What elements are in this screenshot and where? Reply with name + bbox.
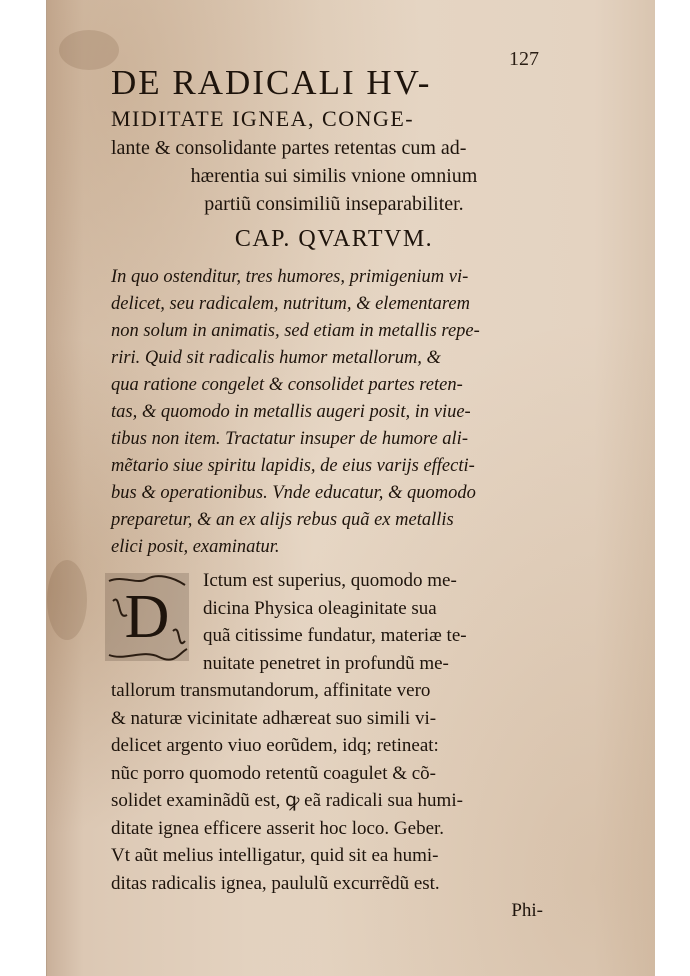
decorated-initial	[103, 571, 191, 663]
body-line: tallorum transmutandorum, affinitate vero	[111, 680, 431, 701]
stain	[47, 560, 87, 640]
title-line-3: lante & consolidante partes retentas cum ad-	[111, 137, 467, 159]
summary-line: mẽtario siue spiritu lapidis, de eius varijs effecti-	[111, 456, 475, 476]
body-line: Ictum est superius, quomodo me-	[203, 570, 457, 591]
body-line: solidet examinãdũ est, ꝙ eã radicali sua humi-	[111, 790, 463, 811]
title-line-2: MIDITATE IGNEA, CONGE-	[111, 106, 415, 131]
body-text	[111, 567, 557, 897]
body-line: quã citissime fundatur, materiæ te-	[203, 625, 467, 646]
title-line-4: hærentia sui similis vnione omnium	[190, 165, 478, 187]
body-line: & naturæ vicinitate adhæreat suo simili vi-	[111, 707, 437, 729]
summary-line: non solum in animatis, sed etiam in metallis repe-	[111, 321, 480, 341]
stain	[59, 30, 119, 70]
page-number: 127	[509, 48, 539, 70]
book-page	[46, 0, 655, 976]
summary-line: qua ratione congelet & consolidet partes reten-	[111, 375, 463, 395]
body-line: Vt aũt melius intelligatur, quid sit ea humi-	[111, 845, 439, 866]
summary-line: delicet, seu radicalem, nutritum, & elementarem	[111, 294, 470, 314]
summary-line: tas, & quomodo in metallis augeri posit, in viue-	[111, 402, 471, 422]
summary-line: tibus non item. Tractatur insuper de humore ali-	[111, 429, 468, 449]
body-line: ditas radicalis ignea, paululũ excurrẽdũ est.	[111, 872, 440, 894]
body-line: nũc porro quomodo retentũ coagulet & cõ-	[111, 762, 437, 784]
summary-line: riri. Quid sit radicalis humor metallorum, &	[111, 348, 441, 368]
summary-line: preparetur, & an ex alijs rebus quã ex metallis	[111, 510, 454, 530]
drop-cap-letter: D	[124, 583, 170, 651]
title-line-5: partiũ consimiliũ inseparabiliter.	[204, 193, 464, 215]
text-block	[111, 64, 557, 925]
catchword: Phi-	[511, 900, 543, 921]
title-line-1: DE RADICALI HV-	[111, 63, 432, 102]
chapter-heading: CAP. QVARTVM.	[234, 226, 434, 252]
summary-line: bus & operationibus. Vnde educatur, & quomodo	[111, 483, 476, 503]
chapter-summary	[111, 264, 557, 561]
summary-line: In quo ostenditur, tres humores, primigenium vi-	[111, 267, 469, 287]
summary-line: elici posit, examinatur.	[111, 537, 280, 557]
body-line: delicet argento viuo eorũdem, idq; retineat:	[111, 735, 439, 756]
body-line: dicina Physica oleaginitate sua	[203, 597, 437, 619]
body-line: ditate ignea efficere asserit hoc loco. Geber.	[111, 817, 445, 839]
body-line: nuitate penetret in profundũ me-	[203, 652, 449, 674]
